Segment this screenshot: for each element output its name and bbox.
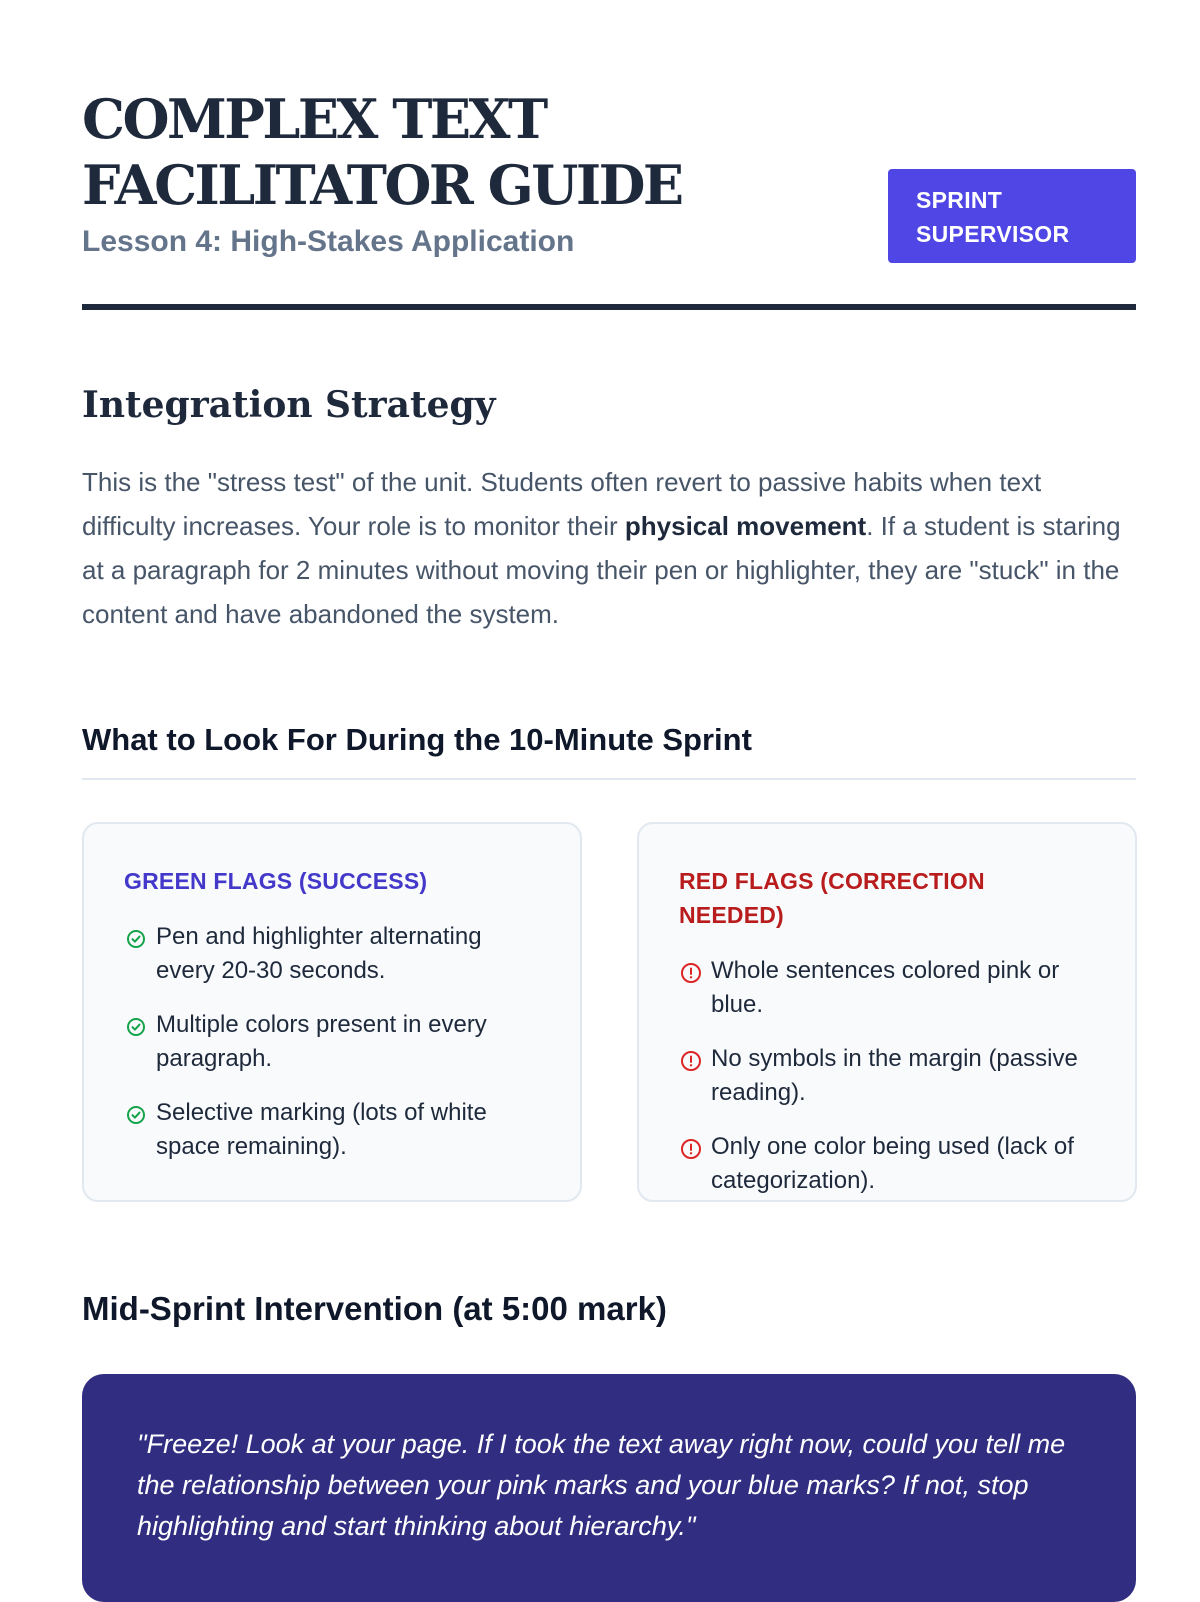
alert-circle-icon: [679, 961, 703, 985]
strategy-text-bold: physical movement: [624, 511, 867, 541]
red-flag-item: [679, 1130, 1095, 1198]
red-flag-item: [679, 1042, 1095, 1110]
red-flags-card: [637, 822, 1137, 1202]
green-flags-title: GREEN FLAGS (SUCCESS): [124, 868, 428, 894]
strategy-text-end: . If a student is staring at a paragraph for 2 minutes without moving their pen or highlighter, they are "stuck" in the content and have abandoned the system.: [82, 511, 1121, 629]
green-flag-item: [124, 1096, 540, 1164]
green-flag-item: [124, 920, 540, 988]
green-flag-text: Multiple colors present in every paragraph.: [156, 1011, 487, 1072]
strategy-text-start: This is the "stress test" of the unit. Students often revert to passive habits when text difficulty increases. Your role is to monitor their: [82, 467, 1042, 541]
divider: [82, 778, 1136, 780]
alert-circle-icon: [679, 1137, 703, 1161]
strategy-paragraph: [82, 460, 1136, 636]
red-flags-title: RED FLAGS (CORRECTION NEEDED): [679, 868, 985, 928]
green-flag-text: Pen and highlighter alternating every 20-30 seconds.: [156, 923, 482, 984]
role-badge: SPRINT SUPERVISOR: [888, 169, 1136, 263]
section-heading-sprint: What to Look For During the 10-Minute Sprint: [82, 722, 752, 757]
header: [82, 86, 1136, 310]
red-flag-item: [679, 954, 1095, 1022]
alert-circle-icon: [679, 1049, 703, 1073]
section-heading-strategy: Integration Strategy: [82, 384, 496, 426]
page-title: COMPLEX TEXT FACILITATOR GUIDE: [82, 87, 682, 217]
intervention-quote-box: [82, 1374, 1136, 1602]
check-circle-icon: [124, 1015, 148, 1039]
green-flag-item: [124, 1008, 540, 1076]
page-subtitle: Lesson 4: High-Stakes Application: [82, 225, 575, 258]
intervention-quote: "Freeze! Look at your page. If I took the text away right now, could you tell me the relationship between your pink marks and your blue marks? If not, stop highlighting and start thinking about hierarchy.": [137, 1429, 1066, 1541]
red-flag-text: Whole sentences colored pink or blue.: [711, 957, 1060, 1018]
red-flag-text: No symbols in the margin (passive reading).: [711, 1045, 1078, 1106]
red-flag-text: Only one color being used (lack of categorization).: [711, 1133, 1074, 1194]
green-flags-card: [82, 822, 582, 1202]
green-flag-text: Selective marking (lots of white space remaining).: [156, 1099, 487, 1160]
check-circle-icon: [124, 927, 148, 951]
check-circle-icon: [124, 1103, 148, 1127]
section-heading-intervention: Mid-Sprint Intervention (at 5:00 mark): [82, 1290, 667, 1327]
